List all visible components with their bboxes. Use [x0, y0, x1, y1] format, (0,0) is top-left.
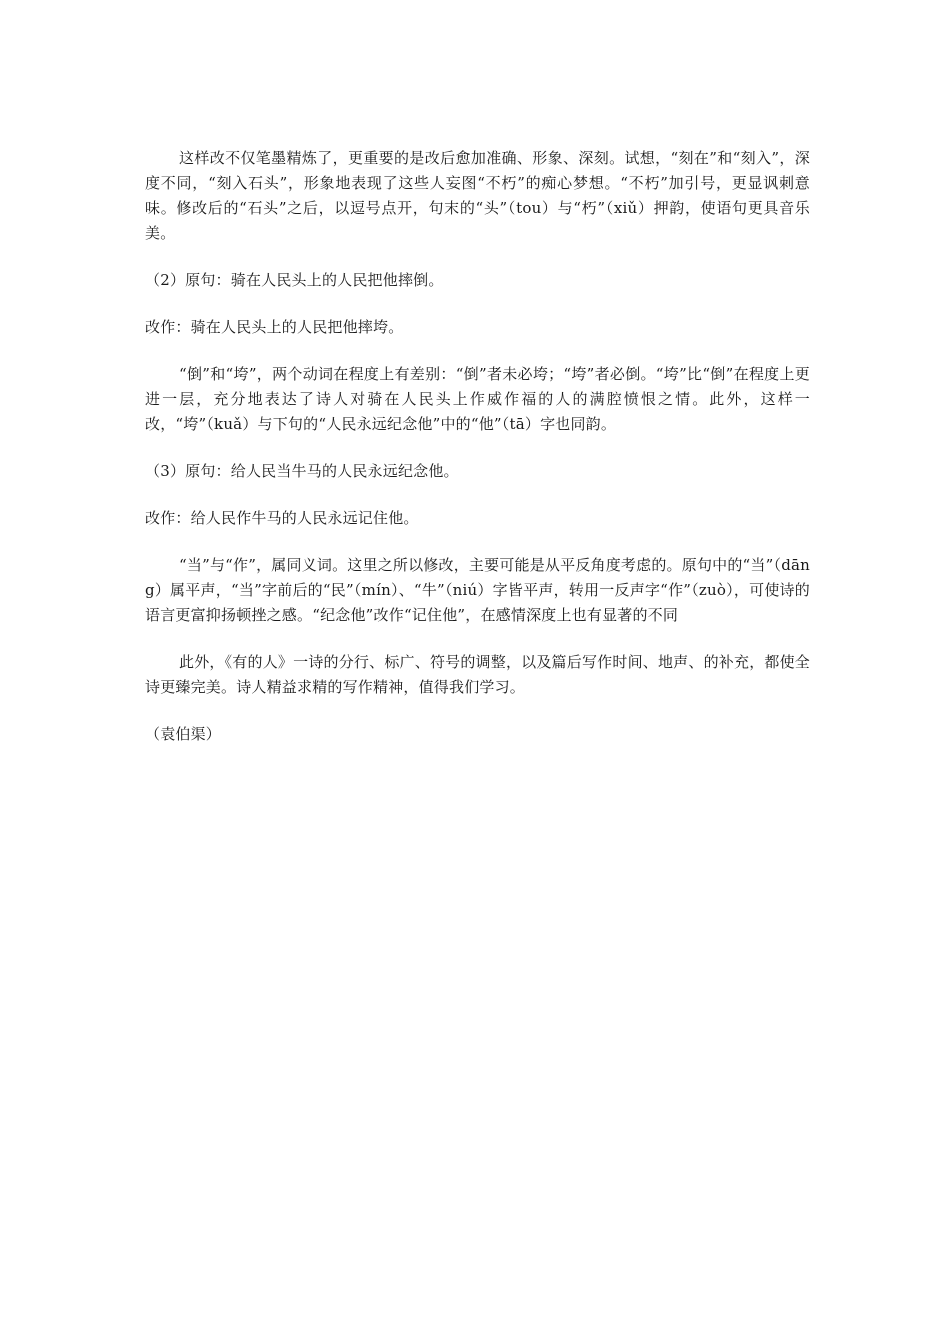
author-signature: （袁伯渠）	[145, 725, 222, 743]
paragraph-revised-3: 改作：给人民作牛马的人民永远记住他。	[145, 509, 419, 527]
paragraph-analysis-1: 这样改不仅笔墨精炼了，更重要的是改后愈加准确、形象、深刻。试想，“刻在”和“刻入”，深度不同，“刻入石头”，形象地表现了这些人妄图“不朽”的痴心梦想。“不朽”加引号，更显讽刺意味。修改后的“石头”之后，以逗号点开，句末的“头”（tou）与“朽”（xiǔ）押韵，使语句更具音乐美。	[145, 149, 810, 242]
paragraph-revised-2: 改作：骑在人民头上的人民把他摔垮。	[145, 318, 404, 336]
paragraph-original-3: （3）原句：给人民当牛马的人民永远纪念他。	[145, 462, 459, 480]
document-body	[145, 146, 810, 747]
paragraph-analysis-3: “当”与“作”，属同义词。这里之所以修改，主要可能是从平反角度考虑的。原句中的“当”（dāng）属平声，“当”字前后的“民”（mín）、“牛”（niú）字皆平声，转用一反声字“作”（zuò），可使诗的语言更富抑扬顿挫之感。“纪念他”改作“记住他”，在感情深度上也有显著的不同	[145, 556, 810, 624]
paragraph-original-2: （2）原句：骑在人民头上的人民把他摔倒。	[145, 271, 444, 289]
paragraph-conclusion: 此外，《有的人》一诗的分行、标广、符号的调整，以及篇后写作时间、地声、的补充，都使全诗更臻完美。诗人精益求精的写作精神，值得我们学习。	[145, 653, 810, 696]
paragraph-analysis-2: “倒”和“垮”，两个动词在程度上有差别：“倒”者未必垮；“垮”者必倒。“垮”比“倒”在程度上更进一层，充分地表达了诗人对骑在人民头上作威作福的人的满腔愤恨之情。此外，这样一改，“垮”（kuǎ）与下句的“人民永远纪念他”中的“他”（tā）字也同韵。	[145, 365, 810, 433]
